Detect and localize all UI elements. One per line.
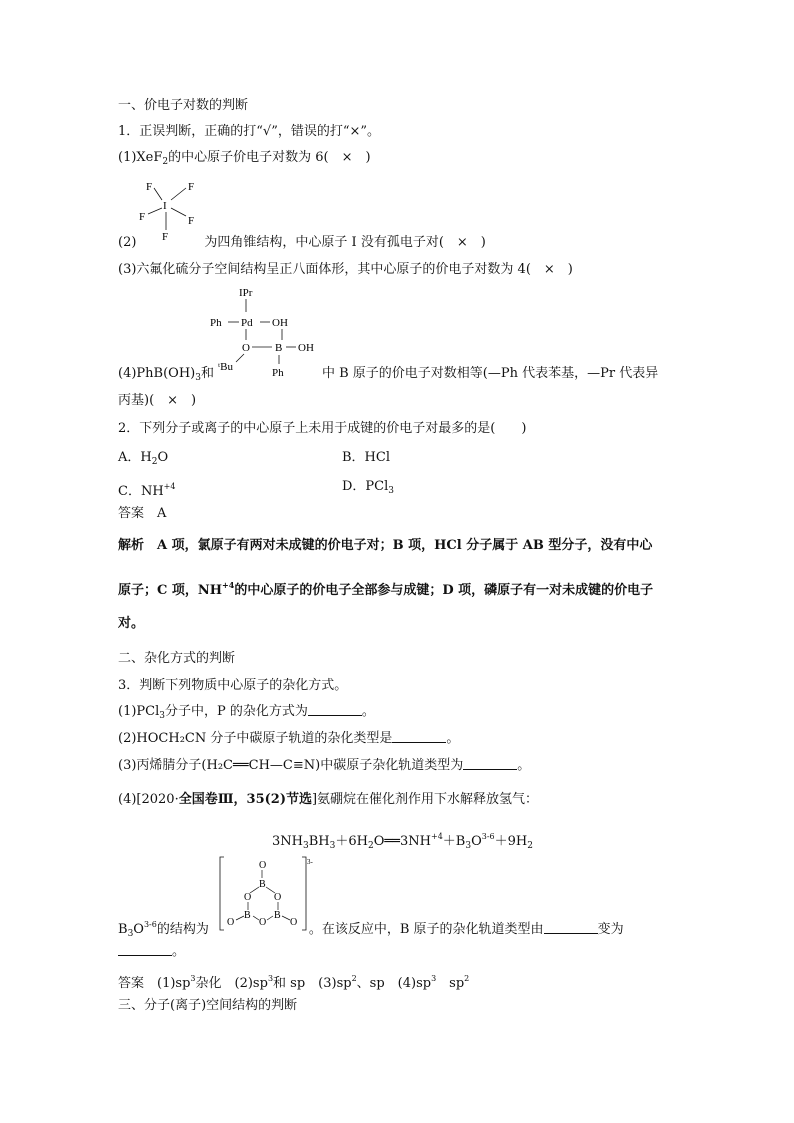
question-1-item-4: $(4)PhB(OH)_3$和 中 B 原子的价电子对数相等(—Ph 代表苯基，—Pr 代表异 [118,366,659,383]
ring-o-left: O [244,892,252,903]
question-3-item-2: (2)HOCH₂CN 分子中碳原子轨道的杂化类型是 。 [118,731,460,746]
section-title-1: 一、价电子对数的判断 [118,98,249,113]
question-3-item-4: (4)[2020·全国卷Ⅲ，35(2)节选]氨硼烷在催化剂作用下水解释放氢气： [118,792,539,807]
ring-b-left: B [244,910,251,921]
if5-f-left: F [139,211,146,223]
pd-ph-left: Ph [210,317,222,329]
blank-field [118,944,172,956]
question-2-explanation-line-1: 解析 A 项，氯原子有两对未成键的价电子对；B 项，HCl 分子属于 AB 型分子，没有中心 [118,538,653,553]
if5-f-topright: F [188,181,195,193]
option-b: B．HCl [342,450,390,465]
section-title-3: 三、分子(离子)空间结构的判断 [118,998,298,1013]
pd-oh: OH [272,317,288,329]
blank-field [308,704,362,716]
if5-f-bottom: F [162,231,169,243]
pd-atom: Pd [241,317,253,329]
question-3-item-1: (1)PCl$_3$分子中，P 的杂化方式为 。 [118,704,375,721]
ring-o-top: O [259,860,267,871]
if5-f-topleft: F [146,181,153,193]
question-2-stem: 2．下列分子或离子的中心原子上未用于成键的价电子对最多的是( ) [118,421,527,436]
blank-field [463,758,517,770]
question-3-item-4-structure: $B_3O^{3-6}$的结构为 。在该反应中，B 原子的杂化轨道类型由 变为 [118,920,624,939]
question-1-item-1: (1)XeF$_2$的中心原子价电子对数为 6( × ) [118,150,371,167]
ring-o-outer-left: O [227,917,235,928]
blank-field [392,731,446,743]
question-3-item-4-cont: 。 [118,944,185,960]
option-c: C．$NH^{+4}$ [118,482,176,499]
pd-oh-b: OH [298,342,314,354]
pd-tbu: ᵗBu [218,361,233,373]
question-1-item-3: (3)六氟化硫分子空间结构呈正八面体形，其中心原子的价电子对数为 4( × ) [118,262,573,277]
if5-f-right: F [188,215,195,227]
question-2-explanation-line-2: 原子；C 项，$NH^{+4}$的中心原子的价电子全部参与成键；D 项，磷原子有一对未成键的价电子 [118,580,654,598]
question-3-stem: 3．判断下列物质中心原子的杂化方式。 [118,678,348,693]
option-a: A．$H_2O$ [118,450,169,467]
pd-o: O [242,342,250,354]
pd-ipr: IPr [239,287,253,299]
question-1-stem: 1．正误判断，正确的打“√”，错误的打“×”。 [118,124,381,139]
question-1-item-2: (2) 为四角锥结构，中心原子 I 没有孤电子对( × ) [118,235,486,250]
question-2-answer: 答案 A [118,506,167,521]
ring-charge: 3- [307,858,313,866]
question-3-item-3: (3)丙烯腈分子(H₂C══CH—C≡N)中碳原子杂化轨道类型为 。 [118,758,531,773]
ring-b-top: B [259,879,266,890]
question-2-options-row-1 [118,450,168,470]
ring-o-bottom: O [259,917,267,928]
blank-field [544,922,598,934]
section-title-2: 二、杂化方式的判断 [118,651,236,666]
question-3-answer: 答案 $(1)sp^3$杂化 $(2)sp^3$和 sp $(3)sp^2$、sp $(4)sp^3$ $sp^2$ [118,974,470,991]
pd-b: B [275,342,283,354]
hydrolysis-equation: $3NH_3BH_3+6H_2O══3NH^{+4}+B_3O^{3-6}+9H_2$ [272,832,533,851]
question-2-explanation-line-3: 对。 [118,616,145,631]
ring-o-right: O [274,892,282,903]
question-1-item-4-cont: 丙基)( × ) [118,393,197,408]
ring-o-outer-right: O [290,917,298,928]
ring-b-right: B [274,910,281,921]
pd-ph-bottom: Ph [272,367,284,379]
option-d: D．PCl$_3$ [342,479,395,496]
if5-i: I [163,200,167,212]
